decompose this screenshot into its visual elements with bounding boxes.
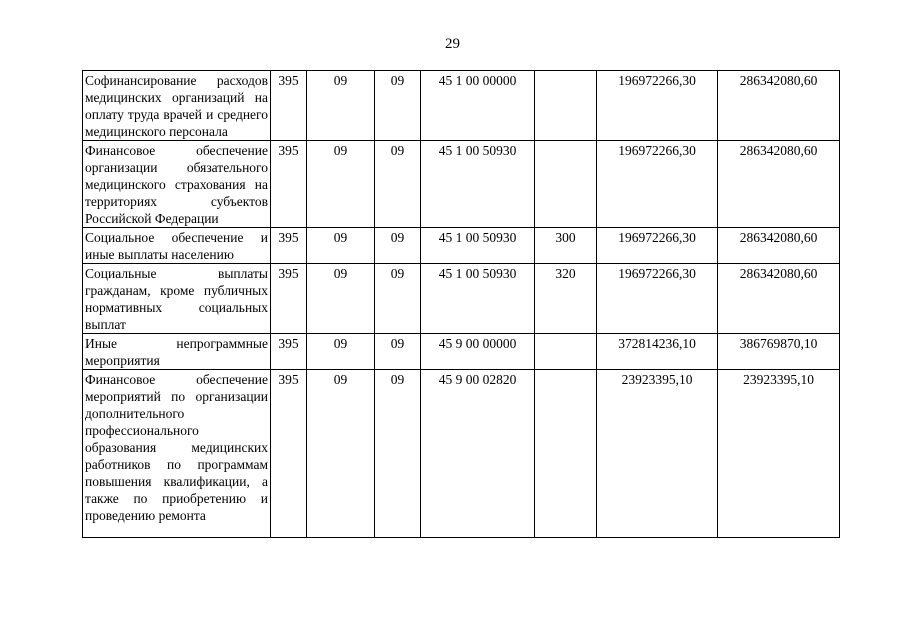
- amount-year1-cell: 196972266,30: [597, 264, 718, 334]
- target-article-cell: 45 9 00 02820: [421, 370, 535, 538]
- amount-year1-cell: 196972266,30: [597, 71, 718, 141]
- subsection-cell: 09: [375, 264, 421, 334]
- ved-cell: 395: [271, 334, 307, 370]
- amount-year2-cell: 286342080,60: [718, 264, 840, 334]
- ved-cell: 395: [271, 264, 307, 334]
- expense-type-cell: 320: [535, 264, 597, 334]
- budget-table: [82, 70, 840, 538]
- table-row: [83, 228, 840, 264]
- row-name-cell: Социальные выплаты гражданам, кроме публичных нормативных социальных выплат: [83, 264, 271, 334]
- table-row: [83, 370, 840, 538]
- expense-type-cell: [535, 334, 597, 370]
- section-cell: 09: [307, 71, 375, 141]
- ved-cell: 395: [271, 370, 307, 538]
- amount-year2-cell: 386769870,10: [718, 334, 840, 370]
- row-name-cell: Софинансирование расходов медицинских организаций на оплату труда врачей и среднего медицинского персонала: [83, 71, 271, 141]
- section-cell: 09: [307, 228, 375, 264]
- subsection-cell: 09: [375, 334, 421, 370]
- section-cell: 09: [307, 334, 375, 370]
- amount-year2-cell: 286342080,60: [718, 228, 840, 264]
- ved-cell: 395: [271, 141, 307, 228]
- expense-type-cell: [535, 141, 597, 228]
- subsection-cell: 09: [375, 370, 421, 538]
- budget-table-body: [83, 71, 840, 538]
- row-name-cell: Финансовое обеспечение мероприятий по организации дополнительного профессионального образования медицинских работников по программам повышения квалификации, а также по приобретению и проведению ремонта: [83, 370, 271, 538]
- amount-year1-cell: 23923395,10: [597, 370, 718, 538]
- table-row: [83, 334, 840, 370]
- row-name-cell: Финансовое обеспечение организации обязательного медицинского страхования на территориях субъектов Российской Федерации: [83, 141, 271, 228]
- table-row: [83, 71, 840, 141]
- amount-year2-cell: 286342080,60: [718, 141, 840, 228]
- amount-year2-cell: 286342080,60: [718, 71, 840, 141]
- table-row: [83, 141, 840, 228]
- section-cell: 09: [307, 264, 375, 334]
- section-cell: 09: [307, 370, 375, 538]
- target-article-cell: 45 1 00 50930: [421, 264, 535, 334]
- ved-cell: 395: [271, 71, 307, 141]
- expense-type-cell: 300: [535, 228, 597, 264]
- expense-type-cell: [535, 370, 597, 538]
- target-article-cell: 45 9 00 00000: [421, 334, 535, 370]
- section-cell: 09: [307, 141, 375, 228]
- amount-year2-cell: 23923395,10: [718, 370, 840, 538]
- ved-cell: 395: [271, 228, 307, 264]
- amount-year1-cell: 196972266,30: [597, 228, 718, 264]
- page-number: 29: [445, 36, 460, 52]
- row-name-cell: Иные непрограммные мероприятия: [83, 334, 271, 370]
- expense-type-cell: [535, 71, 597, 141]
- target-article-cell: 45 1 00 50930: [421, 141, 535, 228]
- subsection-cell: 09: [375, 141, 421, 228]
- row-name-cell: Социальное обеспечение и иные выплаты населению: [83, 228, 271, 264]
- amount-year1-cell: 372814236,10: [597, 334, 718, 370]
- target-article-cell: 45 1 00 50930: [421, 228, 535, 264]
- subsection-cell: 09: [375, 71, 421, 141]
- table-row: [83, 264, 840, 334]
- subsection-cell: 09: [375, 228, 421, 264]
- amount-year1-cell: 196972266,30: [597, 141, 718, 228]
- target-article-cell: 45 1 00 00000: [421, 71, 535, 141]
